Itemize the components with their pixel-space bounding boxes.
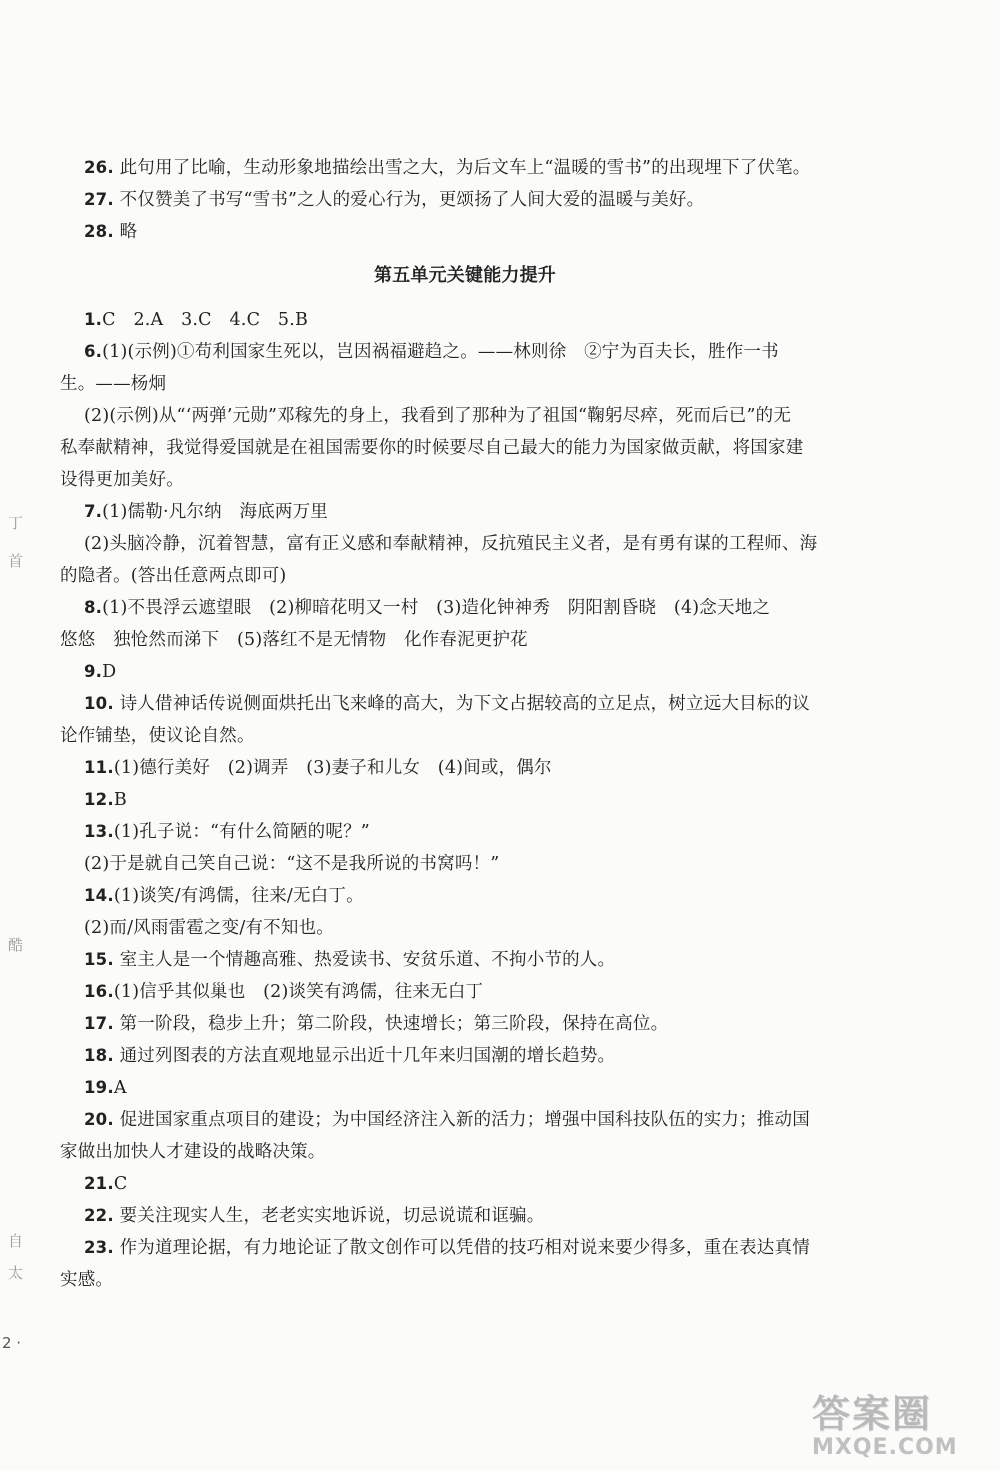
answer-text: C bbox=[113, 1174, 128, 1194]
answer-text: D bbox=[102, 662, 117, 682]
question-number: 19. bbox=[84, 1078, 114, 1097]
answer-text: (2)(示例)从“‘两弹’元勋”邓稼先的身上，我看到了那种为了祖国“鞠躬尽瘁，死而后已”的无 bbox=[84, 406, 792, 426]
section-title: 第五单元关键能力提升 bbox=[374, 265, 556, 286]
answer-line bbox=[60, 184, 860, 216]
question-number: 16. bbox=[84, 982, 114, 1001]
answer-text: 诗人借神话传说侧面烘托出飞来峰的高大，为下文占据较高的立足点，树立远大目标的议 bbox=[113, 694, 810, 714]
answer-line bbox=[60, 336, 860, 368]
answer-text: 私奉献精神，我觉得爱国就是在祖国需要你的时候要尽自己最大的能力为国家做贡献，将国家建 bbox=[60, 438, 804, 458]
answer-line bbox=[60, 784, 860, 816]
answer-line bbox=[60, 752, 860, 784]
question-number: 22. bbox=[84, 1206, 114, 1225]
watermark-logo bbox=[812, 1392, 992, 1462]
answer-line bbox=[60, 1136, 860, 1168]
answer-line bbox=[60, 1040, 860, 1072]
question-number: 1. bbox=[84, 310, 103, 329]
question-number: 12. bbox=[84, 790, 114, 809]
answer-line bbox=[60, 880, 860, 912]
answer-line bbox=[60, 1104, 860, 1136]
answer-text: (1)(示例)①苟利国家生死以，岂因祸福避趋之。——林则徐 ②宁为百夫长，胜作一书 bbox=[102, 342, 779, 362]
answer-line bbox=[60, 368, 860, 400]
answer-text: (1)孔子说：“有什么简陋的呢？” bbox=[113, 822, 370, 842]
answer-line bbox=[60, 528, 860, 560]
watermark-title: 答案圈 bbox=[812, 1392, 933, 1436]
answer-text: 不仅赞美了书写“雪书”之人的爱心行为，更颂扬了人间大爱的温暖与美好。 bbox=[113, 190, 705, 210]
answer-line bbox=[60, 720, 860, 752]
answer-text: (1)德行美好 (2)调弄 (3)妻子和儿女 (4)间或，偶尔 bbox=[113, 758, 552, 778]
question-number: 21. bbox=[84, 1174, 114, 1193]
answer-line bbox=[60, 592, 860, 624]
question-number: 27. bbox=[84, 190, 114, 209]
answer-line bbox=[60, 1072, 860, 1104]
answer-text: 通过列图表的方法直观地显示出近十几年来归国潮的增长趋势。 bbox=[113, 1046, 616, 1066]
answer-line bbox=[60, 496, 860, 528]
question-number: 8. bbox=[84, 598, 103, 617]
answer-text: (1)信乎其似巢也 (2)谈笑有鸿儒，往来无白丁 bbox=[113, 982, 484, 1002]
answer-line bbox=[60, 976, 860, 1008]
margin-mark: 酷 bbox=[8, 936, 24, 954]
answer-line bbox=[60, 152, 860, 184]
answer-text: 作为道理论据，有力地论证了散文创作可以凭借的技巧相对说来要少得多，重在表达真情 bbox=[113, 1238, 810, 1258]
answer-line bbox=[60, 848, 860, 880]
answer-text: 第一阶段，稳步上升；第二阶段，快速增长；第三阶段，保持在高位。 bbox=[113, 1014, 669, 1034]
answer-text: 悠悠 独怆然而涕下 (5)落红不是无情物 化作春泥更护花 bbox=[60, 630, 528, 650]
answer-text: (1)谈笑/有鸿儒，往来/无白丁。 bbox=[113, 886, 364, 906]
margin-mark: 丁 bbox=[8, 514, 24, 532]
answer-text: (2)于是就自己笑自己说：“这不是我所说的书窝吗！” bbox=[84, 854, 500, 874]
question-number: 9. bbox=[84, 662, 103, 681]
answer-text: (1)不畏浮云遮望眼 (2)柳暗花明又一村 (3)造化钟神秀 阴阳割昏晓 (4)念天地之 bbox=[102, 598, 771, 618]
watermark-url: MXQE.COM bbox=[812, 1435, 958, 1460]
question-number: 6. bbox=[84, 342, 103, 361]
answer-text: 室主人是一个情趣高雅、热爱读书、安贫乐道、不拘小节的人。 bbox=[113, 950, 616, 970]
question-number: 17. bbox=[84, 1014, 114, 1033]
answer-line bbox=[60, 1232, 860, 1264]
question-number: 26. bbox=[84, 158, 114, 177]
answer-line bbox=[60, 816, 860, 848]
answer-line bbox=[60, 464, 860, 496]
question-number: 11. bbox=[84, 758, 114, 777]
answer-line bbox=[60, 688, 860, 720]
answer-line bbox=[60, 560, 860, 592]
answer-line bbox=[60, 624, 860, 656]
answer-text: A bbox=[113, 1078, 127, 1098]
answer-text: 促进国家重点项目的建设；为中国经济注入新的活力；增强中国科技队伍的实力；推动国 bbox=[113, 1110, 810, 1130]
margin-mark: 自 bbox=[8, 1232, 24, 1250]
answer-text: (2)而/风雨雷雹之变/有不知也。 bbox=[84, 918, 334, 938]
answer-text: 实感。 bbox=[60, 1270, 114, 1290]
answer-line bbox=[60, 912, 860, 944]
answer-text: 略 bbox=[113, 222, 138, 242]
answer-text: 家做出加快人才建设的战略决策。 bbox=[60, 1142, 326, 1162]
question-number: 23. bbox=[84, 1238, 114, 1257]
margin-mark: 首 bbox=[8, 552, 24, 570]
answer-text: (2)头脑冷静，沉着智慧，富有正义感和奉献精神，反抗殖民主义者，是有勇有谋的工程师、海 bbox=[84, 534, 818, 554]
answer-line bbox=[60, 432, 860, 464]
margin-mark: 太 bbox=[8, 1264, 24, 1282]
answer-text: (1)儒勒·凡尔纳 海底两万里 bbox=[102, 502, 329, 522]
answer-line bbox=[60, 1168, 860, 1200]
answer-line bbox=[60, 304, 860, 336]
answer-text: B bbox=[113, 790, 127, 810]
answer-text: 要关注现实人生，老老实实地诉说，切忌说谎和诓骗。 bbox=[113, 1206, 545, 1226]
question-number: 10. bbox=[84, 694, 114, 713]
answer-text: C 2.A 3.C 4.C 5.B bbox=[102, 310, 309, 330]
question-number: 14. bbox=[84, 886, 114, 905]
answer-text: 设得更加美好。 bbox=[60, 470, 184, 490]
question-number: 28. bbox=[84, 222, 114, 241]
answer-text: 此句用了比喻，生动形象地描绘出雪之大，为后文车上“温暖的雪书”的出现埋下了伏笔。 bbox=[113, 158, 811, 178]
question-number: 13. bbox=[84, 822, 114, 841]
answer-text: 生。——杨炯 bbox=[60, 374, 167, 394]
answer-text: 论作铺垫，使议论自然。 bbox=[60, 726, 255, 746]
question-number: 15. bbox=[84, 950, 114, 969]
answer-line bbox=[60, 400, 860, 432]
answer-line bbox=[60, 216, 860, 248]
question-number: 20. bbox=[84, 1110, 114, 1129]
answer-line bbox=[60, 1008, 860, 1040]
answer-line bbox=[60, 1264, 860, 1296]
answer-lines bbox=[60, 152, 860, 1296]
answer-text: 的隐者。(答出任意两点即可) bbox=[60, 566, 287, 586]
answer-line bbox=[60, 656, 860, 688]
page-number: 2 · bbox=[2, 1334, 22, 1352]
answer-line bbox=[60, 1200, 860, 1232]
question-number: 18. bbox=[84, 1046, 114, 1065]
question-number: 7. bbox=[84, 502, 103, 521]
answer-line bbox=[60, 944, 860, 976]
